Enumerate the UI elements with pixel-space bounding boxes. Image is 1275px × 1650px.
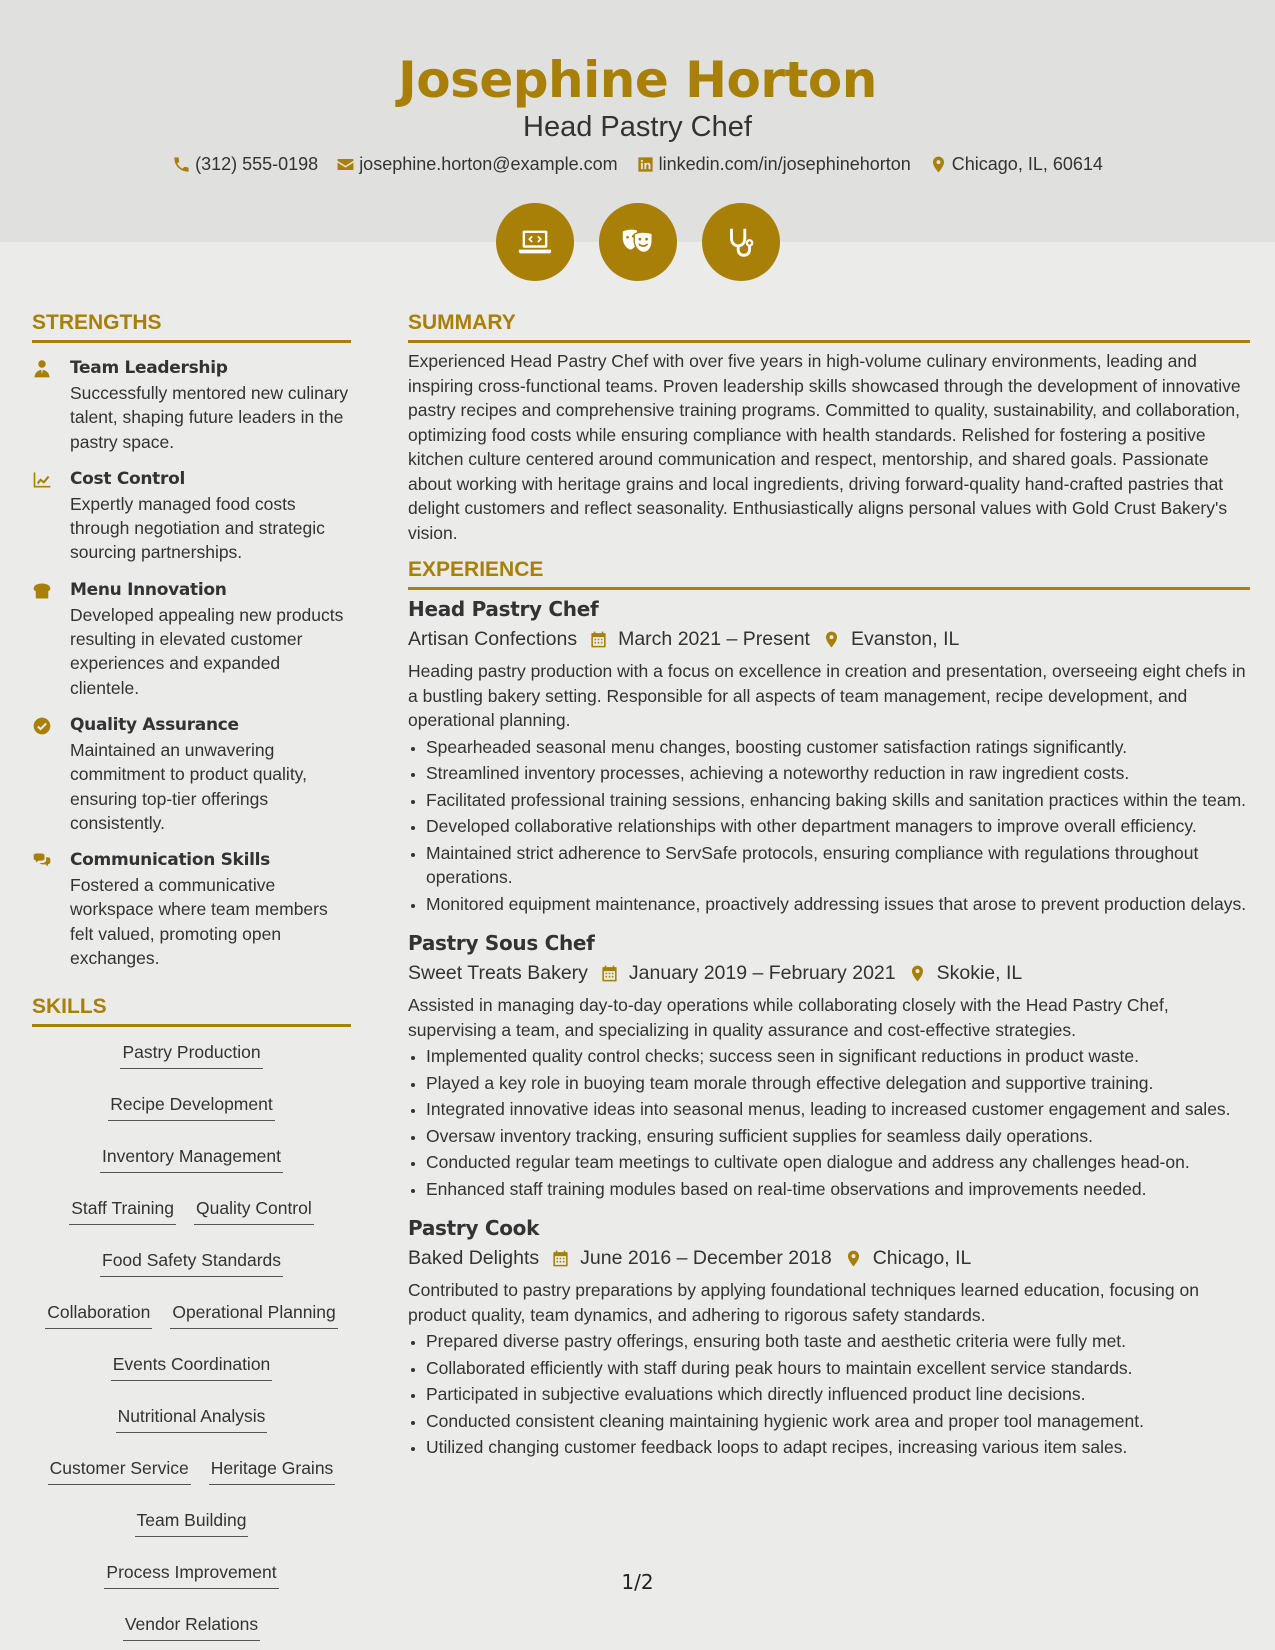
strength-desc: Fostered a communicative workspace where team members felt valued, promoting open exchanges. bbox=[70, 875, 328, 969]
skill-tag: Nutritional Analysis bbox=[116, 1405, 268, 1433]
job-description: Contributed to pastry preparations by applying foundational techniques learned education, focusing on product quality, team dynamics, and adhering to rigorous safety standards. bbox=[408, 1280, 1199, 1325]
skill-tag: Customer Service bbox=[48, 1457, 191, 1485]
strength-title: Cost Control bbox=[70, 468, 185, 489]
contact-location bbox=[929, 152, 1103, 176]
summary-text: Experienced Head Pastry Chef with over five years in high-volume culinary environments, leading and inspiring cross-functional teams. Proven leadership skills showcased through the development of innovative pastry recipes and comprehensive training programs. Committed to quality, sustainability, and collaboration, optimizing food costs while ensuring compliance with health standards. Relished for fostering a positive kitchen culture centered around communication and respect, mentorship, and shared goals. Passionate about working with heritage grains and local ingredients, driving forward-quality hand-crafted pastries that delight customers and reflect seasonality. Enthusiastically aligns personal values with Gold Crust Bakery's vision. bbox=[408, 351, 1241, 543]
skill-tag: Team Building bbox=[135, 1509, 249, 1537]
strength-title: Menu Innovation bbox=[70, 579, 227, 600]
job-description: Assisted in managing day-to-day operations while collaborating closely with the Head Pastry Chef, supervising a team, and specializing in quality assurance and cost-effective strategies. bbox=[408, 995, 1169, 1040]
job-dates: June 2016 – December 2018 bbox=[580, 1247, 832, 1269]
laptop-code-icon bbox=[516, 223, 554, 261]
job-bullet: • Implemented quality control checks; success seen in significant reductions in product waste. bbox=[426, 1044, 1250, 1069]
strength-title: Communication Skills bbox=[70, 850, 270, 871]
job-bullet: • Developed collaborative relationships with other department managers to improve overall efficiency. bbox=[426, 814, 1250, 839]
strength-item bbox=[32, 849, 351, 970]
comments-icon bbox=[32, 851, 52, 871]
envelope-icon bbox=[336, 155, 355, 174]
page-number: 1/2 bbox=[621, 1570, 654, 1594]
user-tie-icon bbox=[32, 359, 52, 379]
map-marker-icon bbox=[822, 630, 841, 649]
job-bullet: • Enhanced staff training modules based on real-time observations and improvements needed. bbox=[426, 1177, 1250, 1202]
job-bullet: • Spearheaded seasonal menu changes, boosting customer satisfaction ratings significantly. bbox=[426, 735, 1250, 760]
candidate-role: Head Pastry Chef bbox=[523, 111, 752, 143]
strength-item bbox=[32, 357, 351, 454]
job-description: Heading pastry production with a focus on excellence in creation and presentation, overseeing eight chefs in a bustling bakery setting. Responsible for all aspects of team management, recipe development, and operational planning. bbox=[408, 661, 1246, 730]
calendar-icon bbox=[551, 1249, 570, 1268]
skill-tag: Quality Control bbox=[194, 1197, 314, 1225]
stethoscope-icon bbox=[722, 223, 760, 261]
linkedin-icon bbox=[636, 155, 655, 174]
job-bullet: • Utilized changing customer feedback loops to adapt recipes, increasing various item sales. bbox=[426, 1435, 1250, 1460]
skills-heading: SKILLS bbox=[32, 994, 351, 1027]
check-circle-icon bbox=[32, 716, 52, 736]
strength-desc: Successfully mentored new culinary talent, shaping future leaders in the pastry space. bbox=[70, 383, 349, 452]
job-bullet: • Maintained strict adherence to ServSafe protocols, ensuring compliance with regulations throughout operations. bbox=[426, 841, 1250, 890]
calendar-icon bbox=[600, 964, 619, 983]
job-dates: January 2019 – February 2021 bbox=[628, 962, 896, 984]
job-bullets bbox=[408, 1329, 1250, 1460]
skill-tag: Recipe Development bbox=[108, 1093, 274, 1121]
location-text: Chicago, IL, 60614 bbox=[951, 154, 1103, 174]
experience-heading: EXPERIENCE bbox=[408, 557, 1250, 590]
strengths-heading: STRENGTHS bbox=[32, 310, 351, 343]
calendar-icon bbox=[589, 630, 608, 649]
skill-tag: Operational Planning bbox=[170, 1301, 337, 1329]
job-entry bbox=[408, 930, 1250, 1201]
job-bullet: • Oversaw inventory tracking, ensuring sufficient supplies for seamless daily operations. bbox=[426, 1124, 1250, 1149]
job-bullet: • Integrated innovative ideas into seasonal menus, leading to increased customer engagement and sales. bbox=[426, 1097, 1250, 1122]
job-bullet: • Monitored equipment maintenance, proactively addressing issues that arose to prevent production delays. bbox=[426, 892, 1250, 917]
job-title: Pastry Cook bbox=[408, 1216, 540, 1240]
job-dates: March 2021 – Present bbox=[618, 628, 810, 650]
job-title: Head Pastry Chef bbox=[408, 597, 599, 621]
job-company: Sweet Treats Bakery bbox=[408, 962, 588, 984]
strength-item bbox=[32, 714, 351, 835]
job-entry bbox=[408, 596, 1250, 916]
map-marker-icon bbox=[844, 1249, 863, 1268]
strength-desc: Developed appealing new products resulting in elevated customer experiences and expanded clientele. bbox=[70, 604, 344, 698]
job-location: Skokie, IL bbox=[936, 962, 1023, 984]
summary-heading: SUMMARY bbox=[408, 310, 1250, 343]
job-meta bbox=[408, 625, 1250, 653]
job-bullet: • Prepared diverse pastry offerings, ensuring both taste and aesthetic criteria were fully met. bbox=[426, 1329, 1250, 1354]
badge-stethoscope bbox=[702, 203, 780, 281]
strength-desc: Expertly managed food costs through negotiation and strategic sourcing partnerships. bbox=[70, 493, 325, 563]
job-entry bbox=[408, 1215, 1250, 1460]
skill-tag: Events Coordination bbox=[111, 1353, 273, 1381]
theater-masks-icon bbox=[619, 223, 657, 261]
job-company: Baked Delights bbox=[408, 1247, 540, 1269]
map-marker-icon bbox=[929, 155, 948, 174]
skill-tag: Inventory Management bbox=[100, 1145, 283, 1173]
right-column bbox=[408, 310, 1250, 1460]
job-bullet: • Collaborated efficiently with staff during peak hours to maintain excellent service standards. bbox=[426, 1356, 1250, 1381]
interest-badges bbox=[0, 203, 1275, 281]
strength-item bbox=[32, 579, 351, 700]
contact-bar bbox=[0, 152, 1275, 176]
contact-phone[interactable] bbox=[172, 152, 318, 176]
strength-title: Team Leadership bbox=[70, 358, 228, 378]
phone-text: (312) 555-0198 bbox=[195, 154, 319, 174]
strength-item bbox=[32, 468, 351, 565]
bread-slice-icon bbox=[32, 581, 52, 601]
job-bullets bbox=[408, 1044, 1250, 1201]
job-title: Pastry Sous Chef bbox=[408, 931, 595, 955]
strength-title: Quality Assurance bbox=[70, 714, 239, 735]
skill-tag: Food Safety Standards bbox=[100, 1249, 283, 1277]
skill-tag: Pastry Production bbox=[120, 1041, 262, 1069]
job-bullet: • Conducted consistent cleaning maintaining hygienic work area and proper tool management. bbox=[426, 1409, 1250, 1434]
job-meta bbox=[408, 1244, 1250, 1272]
skill-tag: Process Improvement bbox=[104, 1561, 278, 1589]
skill-tag: Collaboration bbox=[45, 1301, 152, 1329]
job-meta bbox=[408, 959, 1250, 987]
job-location: Evanston, IL bbox=[850, 628, 960, 650]
contact-linkedin[interactable] bbox=[636, 152, 911, 176]
skill-tag: Heritage Grains bbox=[209, 1457, 336, 1485]
badge-masks bbox=[599, 203, 677, 281]
chart-line-icon bbox=[32, 470, 52, 490]
job-company: Artisan Confections bbox=[408, 628, 578, 650]
strength-desc: Maintained an unwavering commitment to product quality, ensuring top-tier offerings consistently. bbox=[70, 739, 307, 833]
job-bullet: • Streamlined inventory processes, achieving a noteworthy reduction in raw ingredient costs. bbox=[426, 761, 1250, 786]
skills-list bbox=[32, 1027, 351, 1641]
job-bullet: • Participated in subjective evaluations which directly influenced product line decisions. bbox=[426, 1382, 1250, 1407]
linkedin-text: linkedin.com/in/josephinehorton bbox=[658, 154, 911, 174]
skill-tag: Staff Training bbox=[69, 1197, 176, 1225]
skill-tag: Vendor Relations bbox=[123, 1613, 260, 1641]
job-bullet: • Conducted regular team meetings to cultivate open dialogue and address any challenges head-on. bbox=[426, 1150, 1250, 1175]
job-bullet: • Played a key role in buoying team morale through effective delegation and supportive training. bbox=[426, 1071, 1250, 1096]
left-column bbox=[32, 310, 351, 1641]
email-text: josephine.horton@example.com bbox=[359, 154, 618, 174]
map-marker-icon bbox=[908, 964, 927, 983]
job-location: Chicago, IL bbox=[872, 1247, 972, 1269]
phone-icon bbox=[172, 155, 191, 174]
badge-laptop bbox=[496, 203, 574, 281]
contact-email[interactable] bbox=[336, 152, 617, 176]
candidate-name: Josephine Horton bbox=[398, 51, 877, 109]
job-bullets bbox=[408, 735, 1250, 917]
job-bullet: • Facilitated professional training sessions, enhancing baking skills and sanitation practices within the team. bbox=[426, 788, 1250, 813]
